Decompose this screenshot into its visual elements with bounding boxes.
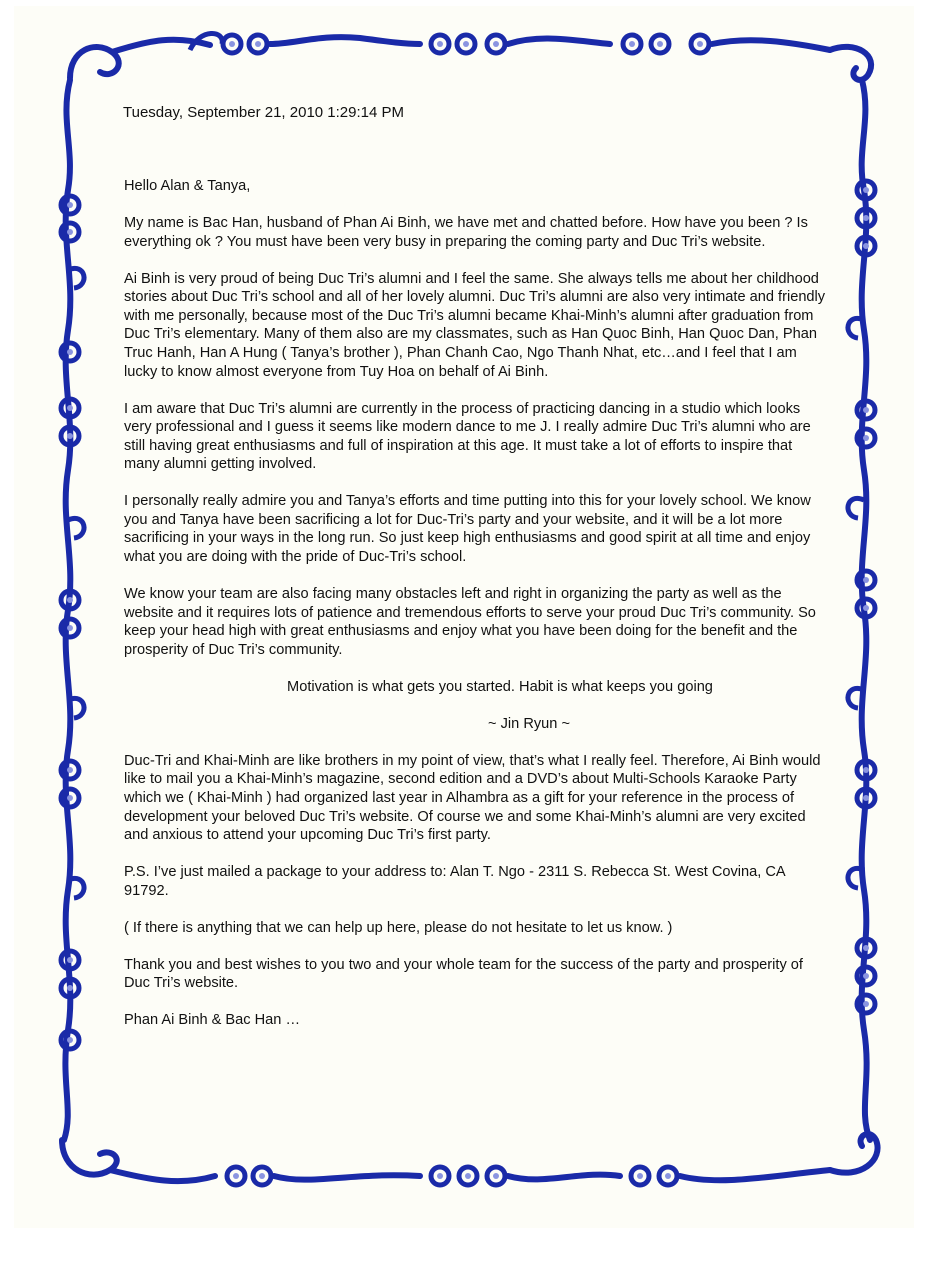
paragraph: I am aware that Duc Tri’s alumni are currently in the process of practicing dancing in a studio which looks very professional and I guess it seems like modern dance to me J. I really admire Duc Tri’s alumni who are still having great enthusiasms and full of inspiration at this age. It must take a lot of efforts to inspire that many alumni getting involved. xyxy=(124,400,811,473)
paragraph: We know your team are also facing many obstacles left and right in organizing the party as well as the website and it requires lots of patience and tremendous efforts to serve your proud Duc Tri’s community. So keep your head high with great enthusiasms and enjoy what you have been doing for the benefit and the prosperity of Duc Tri’s community. xyxy=(124,586,816,658)
paragraph: Thank you and best wishes to you two and your whole team for the success of the party and prosperity of Duc Tri’s website. xyxy=(124,956,803,992)
quote: Motivation is what gets you started. Habit is what keeps you going xyxy=(287,678,713,695)
greeting: Hello Alan & Tanya, xyxy=(124,178,251,194)
left-border xyxy=(61,80,84,1140)
quote-author: ~ Jin Ryun ~ xyxy=(488,715,570,732)
paragraph: Duc-Tri and Khai-Minh are like brothers in my point of view, that’s what I really feel. Therefore, Ai Binh would like to mail you a Khai-Minh’s magazine, second edition and a DVD’s about Multi-Schools Karaoke Party which we ( Khai-Minh ) had organized last year in Alhambra as a gift for your reference in the process of development your beloved Duc Tri’s website. Of course we and some Khai-Minh’s alumni are very excited and anxious to attend your upcoming Duc Tri’s first party. xyxy=(124,752,821,844)
signature: Phan Ai Binh & Bac Han … xyxy=(124,1012,301,1029)
paragraph: My name is Bac Han, husband of Phan Ai Binh, we have met and chatted before. How have you been ? Is everything ok ? You must have been very busy in preparing the coming party and Duc Tri’s website. xyxy=(124,214,808,250)
right-border xyxy=(848,80,875,1140)
bottom-border xyxy=(62,1134,878,1185)
letter-date: Tuesday, September 21, 2010 1:29:14 PM xyxy=(123,104,405,121)
paragraph: P.S. I’ve just mailed a package to your address to: Alan T. Ngo - 2311 S. Rebecca St. West Covina, CA 91792. xyxy=(124,864,785,899)
paragraph: I personally really admire you and Tanya’s efforts and time putting into this for your lovely school. We know you and Tanya have been sacrificing a lot for Duc-Tri’s party and your website, and it will be a lot more sacrificing in your ways in the long run. So just keep high enthusiasms and good spirit at all time and enjoy what you are doing with the pride of Duc-Tri’s school. xyxy=(124,493,811,566)
top-border xyxy=(70,33,871,79)
paragraph: ( If there is anything that we can help up here, please do not hesitate to let us know. ) xyxy=(124,919,673,936)
letter-body xyxy=(124,177,830,1048)
paragraph: Ai Binh is very proud of being Duc Tri’s alumni and I feel the same. She always tells me about her childhood stories about Duc Tri’s school and all of her lovely alumni. Duc Tri’s alumni are also very intimate and friendly with me personally, because most of the Duc Tri’s alumni became Khai-Minh’s alumni after graduation from Duc Tri’s elementary. Many of them also are my classmates, such as Han Quoc Binh, Han Quoc Dan, Phan Truc Hanh, Han A Hung ( Tanya’s brother ), Phan Chanh Cao, Ngo Thanh Nhat, etc…and I feel that I am lucky to know almost everyone from Tuy Hoa on behalf of Ai Binh. xyxy=(124,270,826,380)
